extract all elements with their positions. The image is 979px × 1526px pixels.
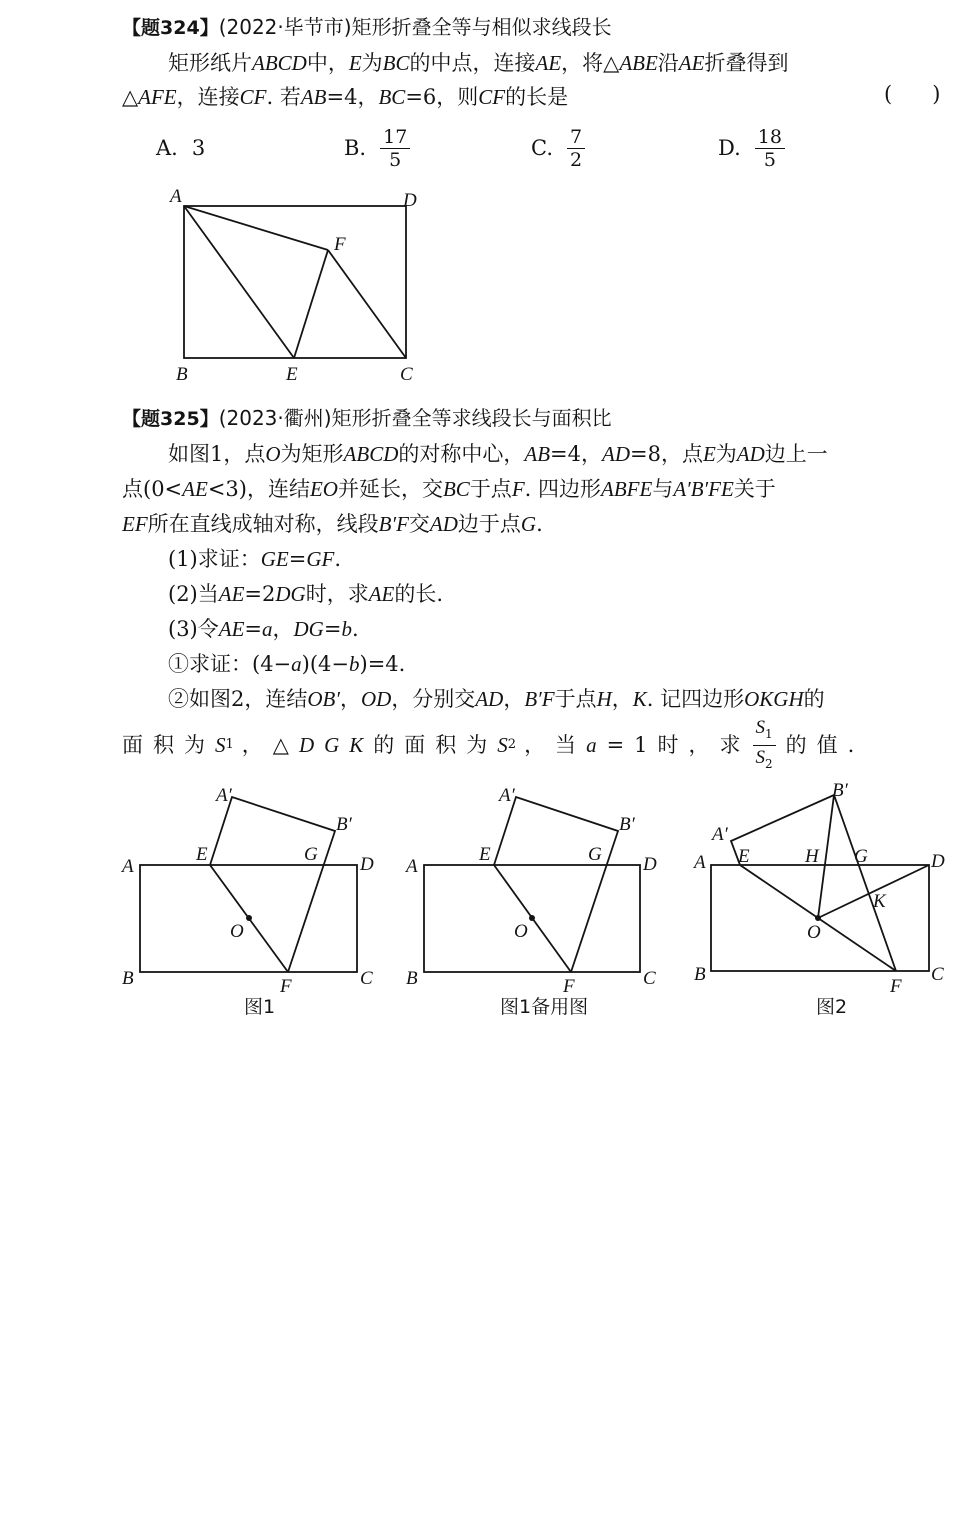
fig1b-label-o: O (514, 921, 528, 942)
fig2-label-a-prime: A′ (712, 824, 728, 845)
fraction: $\frac{7}{2}$ (567, 126, 585, 171)
fig2-label-f: F (890, 976, 902, 997)
label-a: A (170, 186, 182, 207)
q324-tag-open: 【题 (122, 17, 161, 39)
fig1-label-o: O (230, 921, 244, 942)
q324-number: 324 (160, 17, 200, 39)
fig1-label-d: D (360, 854, 374, 875)
fig1b-label-b: B (406, 968, 418, 989)
fig2-label-b: B (694, 964, 706, 985)
q325-part2: (2)当AE=2DG时，求AE的长. (168, 582, 444, 606)
q325-part3-1: ①求证：(4−a)(4−b)=4. (168, 652, 406, 676)
fraction-s1-s2: $\frac{S_1}{S_2}$ (753, 716, 776, 775)
q324-option-c[interactable]: C. $\frac{7}{2}$ (531, 118, 585, 178)
q324-stem-line2: △AFE，连接CF. 若AB=4，BC=6，则CF的长是 (122, 85, 569, 109)
q325-figures (0, 770, 979, 1030)
caption-figure-1-backup: 图1备用图 (500, 996, 589, 1018)
q325-tag-open: 【题 (122, 408, 161, 430)
q324-source: (2022·毕节市) (218, 15, 352, 39)
q324-stem-line1: 矩形纸片ABCD中，E为BC的中点，连接AE，将△ABE沿AE折叠得到 (168, 51, 789, 75)
q325-part3-2: ②如图2，连结OB′，OD，分别交AD，B′F于点H，K. 记四边形OKGH的 (168, 687, 825, 711)
fig1b-label-d: D (643, 854, 657, 875)
label-d: D (403, 190, 417, 211)
q324-title: 矩形折叠全等与相似求线段长 (351, 15, 612, 39)
q325-stem-line3: EF所在直线成轴对称，线段B′F交AD边于点G. (122, 512, 543, 536)
caption-figure-1: 图1 (244, 996, 276, 1018)
q325-part3: (3)令AE=a，DG=b. (168, 617, 359, 641)
fig1-label-c: C (360, 968, 373, 989)
fig2-label-h: H (805, 846, 819, 867)
q324-option-b[interactable]: B. $\frac{17}{5}$ (344, 118, 410, 178)
q324-tag-close: 】 (199, 17, 219, 39)
q325-figure-1-backup (404, 785, 657, 997)
fig1b-label-a: A (406, 856, 418, 877)
fig2-label-k: K (873, 891, 886, 912)
fig2-label-o: O (807, 922, 821, 943)
label-e: E (286, 364, 298, 385)
q325-source: (2023·衢州) (218, 406, 332, 430)
label-c: C (400, 364, 413, 385)
q325-figure-2 (692, 780, 945, 997)
fig2-label-a: A (694, 852, 706, 873)
fig1b-label-e: E (479, 844, 491, 865)
q325-stem-line1: 如图1，点O为矩形ABCD的对称中心，AB=4，AD=8，点E为AD边上一 (168, 442, 828, 466)
fig2-label-b-prime: B′ (832, 780, 848, 801)
q325-tag-close: 】 (199, 408, 219, 430)
fig1-label-f: F (280, 976, 292, 997)
fig2-label-g: G (854, 846, 868, 867)
q325-stem-line2: 点(0<AE<3)，连结EO并延长，交BC于点F. 四边形ABFE与A′B′FE关于 (122, 477, 776, 501)
q324-option-a[interactable]: A. 3 (156, 136, 206, 160)
fig1b-label-b-prime: B′ (619, 814, 635, 835)
q324-option-d[interactable]: D. $\frac{18}{5}$ (718, 118, 785, 178)
fig2-label-d: D (931, 851, 945, 872)
fig1b-label-f: F (563, 976, 575, 997)
fig1b-label-a-prime: A′ (499, 785, 515, 806)
label-f: F (334, 234, 346, 255)
fig1-label-b: B (122, 968, 134, 989)
fraction: $\frac{18}{5}$ (755, 126, 785, 171)
fig1-label-g: G (304, 844, 318, 865)
q325-part3-2-cont: 面积为 S 1 ，△ DGK 的面积为 S 2 ，当 a =1时，求 $\frac{S_1}{S_2}$ 的值. (122, 718, 864, 772)
segment-fc (328, 250, 406, 358)
rectangle-abcd (184, 206, 406, 358)
segment-fe (294, 250, 328, 358)
q324-figure (0, 0, 979, 400)
fig1b-label-c: C (643, 968, 656, 989)
segment-ae (184, 206, 294, 358)
fraction: $\frac{17}{5}$ (380, 126, 410, 171)
q324-answer-paren: ( ) (884, 82, 941, 106)
caption-figure-2: 图2 (816, 996, 848, 1018)
fig2-label-c: C (931, 964, 944, 985)
q325-figure-1 (120, 785, 374, 997)
fig1-label-a: A (122, 856, 134, 877)
fig2-label-e: E (738, 846, 750, 867)
q325-part1: (1)求证：GE=GF. (168, 547, 342, 571)
fig1-label-a-prime: A′ (216, 785, 232, 806)
q325-title: 矩形折叠全等求线段长与面积比 (331, 406, 612, 430)
q325-header (122, 403, 612, 434)
fig1-label-e: E (196, 844, 208, 865)
q325-number: 325 (160, 408, 200, 430)
segment-af (184, 206, 328, 250)
fig1b-label-g: G (588, 844, 602, 865)
fig1-label-b-prime: B′ (336, 814, 352, 835)
label-b: B (176, 364, 188, 385)
